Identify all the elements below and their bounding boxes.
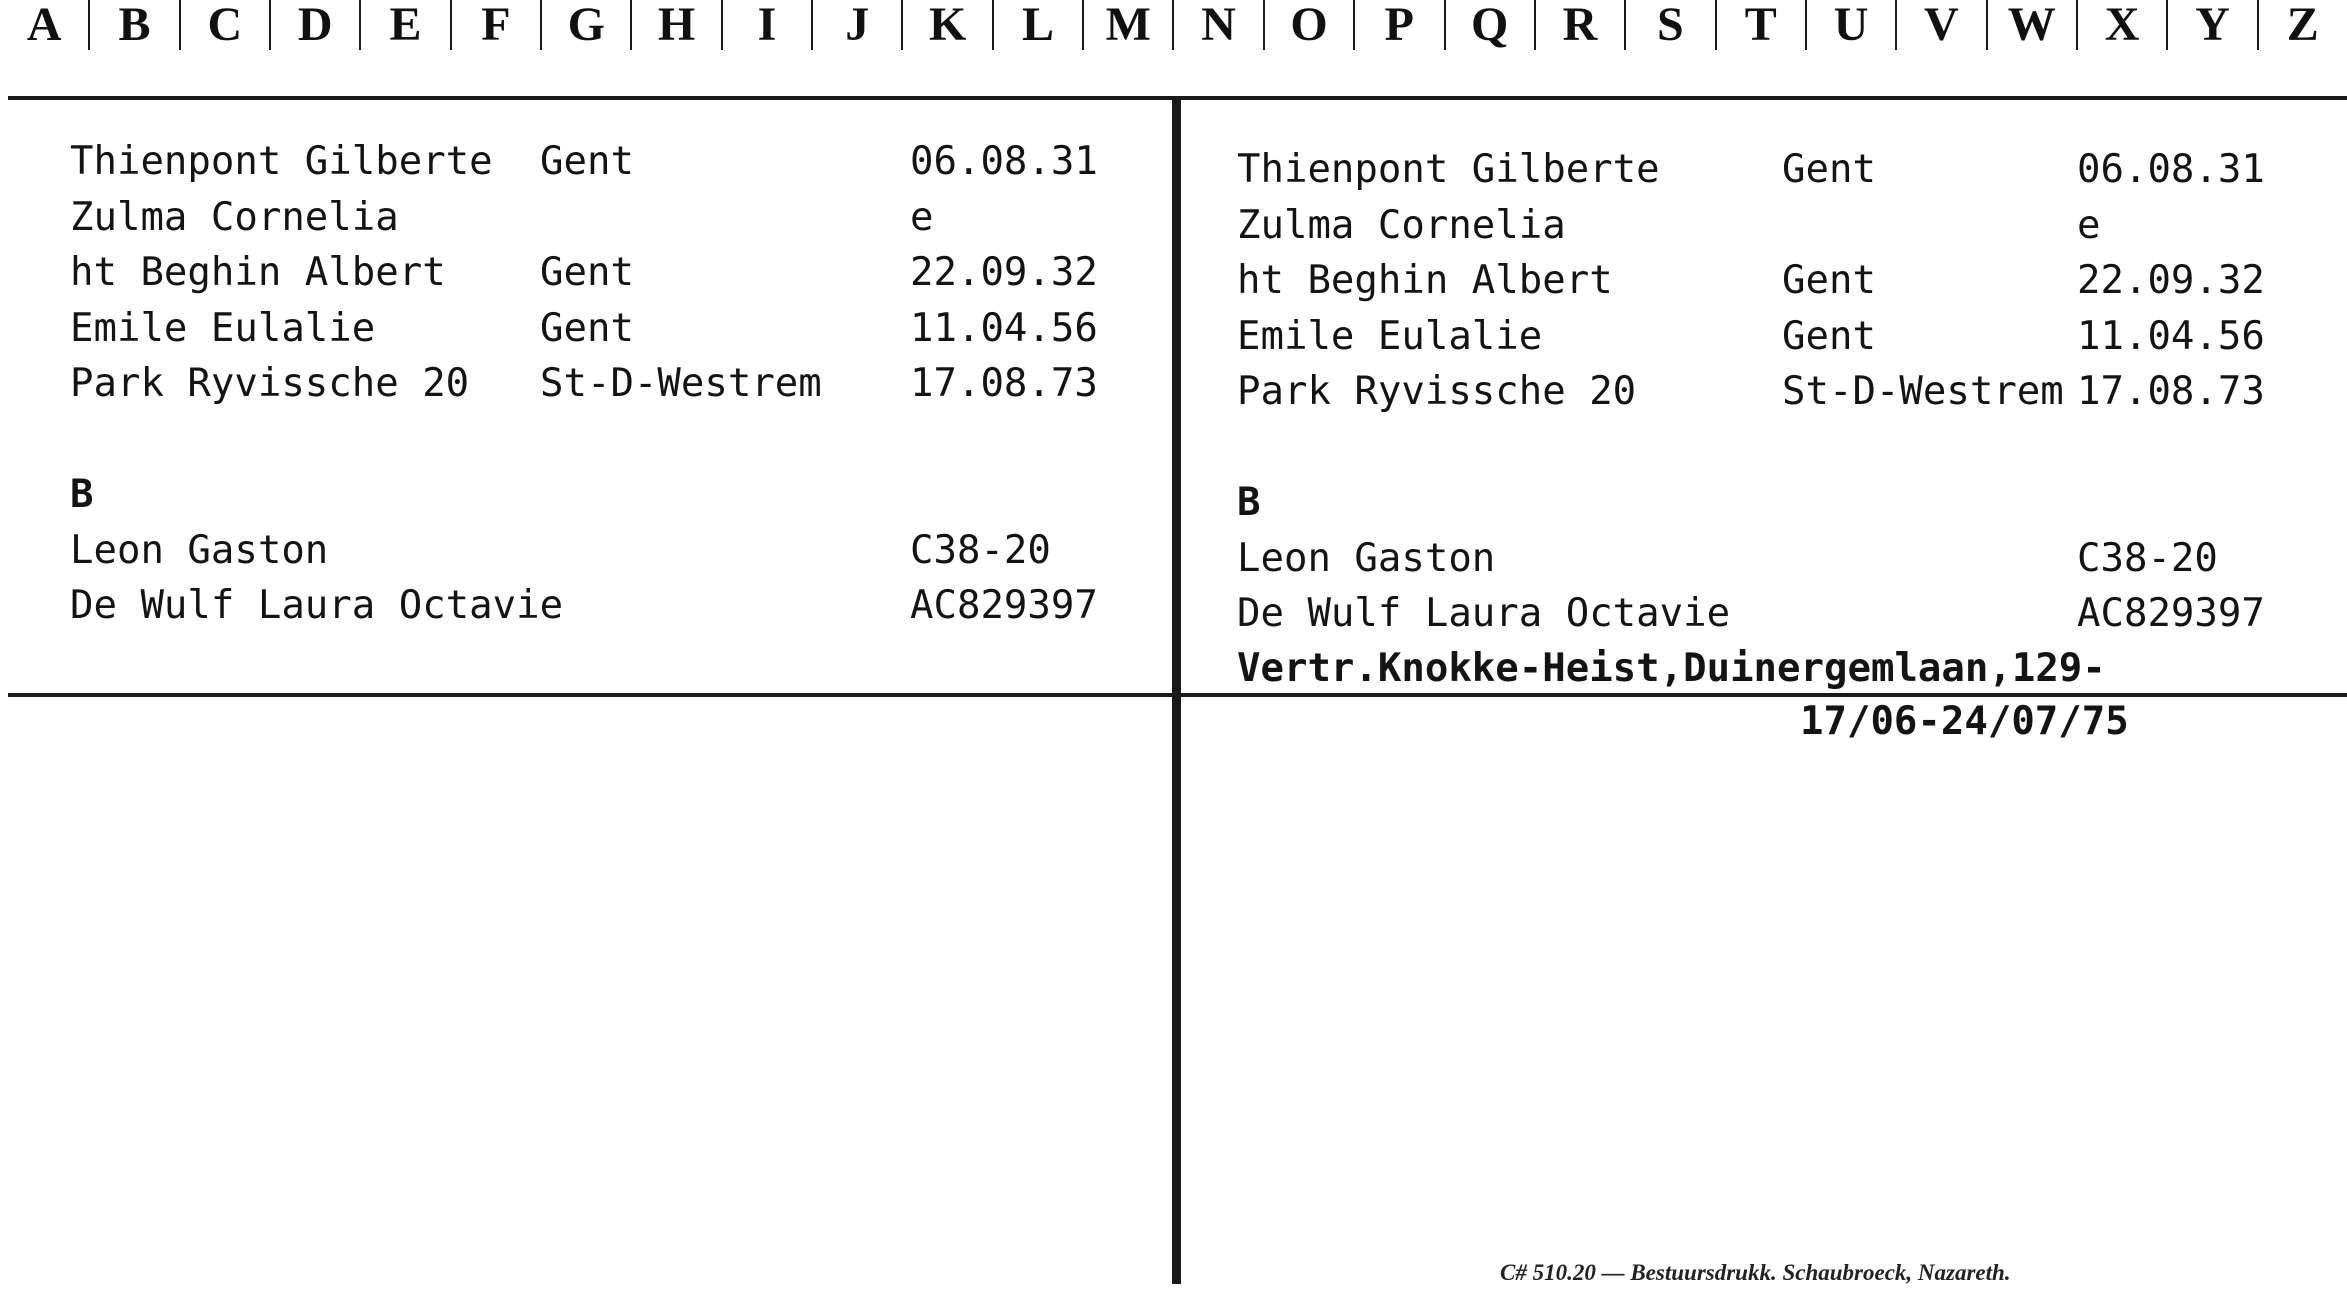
alphabet-letter: O [1265, 0, 1355, 50]
record-name: B [1237, 480, 1261, 525]
record-row [1237, 368, 2297, 424]
record-date: 06.08.31 [910, 139, 1098, 184]
record-name: Zulma Cornelia [70, 195, 399, 240]
alphabet-letter: G [542, 0, 632, 50]
record-row [1237, 202, 2297, 258]
record-place: Gent [540, 250, 634, 295]
record-date: e [2077, 203, 2101, 248]
center-divider [1172, 98, 1181, 1284]
record-place: Gent [1782, 258, 1876, 303]
record-name: Leon Gaston [70, 528, 329, 573]
record-date: AC829397 [910, 583, 1098, 628]
record-row [70, 138, 1130, 194]
record-date: e [910, 195, 934, 240]
record-row [70, 249, 1130, 305]
printer-imprint: C# 510.20 — Bestuursdrukk. Schaubroeck, Nazareth. [1500, 1260, 2011, 1285]
alphabet-letter: Z [2286, 0, 2319, 51]
alphabet-letter: Y [2168, 0, 2258, 50]
record-name: B [70, 472, 94, 517]
record-name: De Wulf Laura Octavie [70, 583, 564, 628]
record-date: 22.09.32 [2077, 258, 2265, 303]
alphabet-letter: I [723, 0, 813, 50]
record-date: 22.09.32 [910, 250, 1098, 295]
alphabet-letter: S [1626, 0, 1716, 50]
record-date: 06.08.31 [2077, 147, 2265, 192]
record-name: Emile Eulalie [1237, 314, 1543, 359]
record-row [1237, 535, 2297, 591]
alphabet-letter: F [452, 0, 542, 50]
record-name: Thienpont Gilberte [1237, 147, 1660, 192]
alphabet-letter: H [632, 0, 722, 50]
record-place: Gent [1782, 147, 1876, 192]
alphabet-letter: C [181, 0, 271, 50]
alphabet-letter: L [994, 0, 1084, 50]
record-date: 11.04.56 [2077, 314, 2265, 359]
record-place: Gent [1782, 314, 1876, 359]
record-date: C38-20 [2077, 536, 2218, 581]
transfer-dates: 17/06-24/07/75 [1800, 699, 2129, 744]
record-row [1237, 424, 2297, 480]
alphabet-letter: Q [1446, 0, 1536, 50]
record-name: De Wulf Laura Octavie [1237, 591, 1731, 636]
alphabet-letter: U [1807, 0, 1897, 50]
record-date: AC829397 [2077, 591, 2265, 636]
right-record-panel [1237, 146, 2297, 666]
alphabet-letter: X [2078, 0, 2168, 50]
record-row [70, 471, 1130, 527]
alphabet-letter: V [1897, 0, 1987, 50]
record-name: Zulma Cornelia [1237, 203, 1566, 248]
alphabet-letter: K [903, 0, 993, 50]
record-date: 11.04.56 [910, 306, 1098, 351]
record-place: St-D-Westrem [540, 361, 822, 406]
alphabet-letter: J [813, 0, 903, 50]
record-row [70, 194, 1130, 250]
record-row [70, 582, 1130, 638]
record-place: Gent [540, 306, 634, 351]
record-row [1237, 313, 2297, 369]
alphabet-letter: D [271, 0, 361, 50]
record-row [1237, 146, 2297, 202]
record-row [70, 416, 1130, 472]
record-date: C38-20 [910, 528, 1051, 573]
record-place: Gent [540, 139, 634, 184]
record-name: Leon Gaston [1237, 536, 1496, 581]
alphabet-letter: N [1174, 0, 1264, 50]
alphabet-letter: W [1988, 0, 2078, 50]
record-date: 17.08.73 [2077, 369, 2265, 414]
alphabet-letter: E [361, 0, 451, 50]
record-row [1237, 257, 2297, 313]
record-name: Emile Eulalie [70, 306, 376, 351]
transfer-note: Vertr.Knokke-Heist,Duinergemlaan,129- [1237, 646, 2106, 691]
record-row [1237, 590, 2297, 646]
record-row [70, 305, 1130, 361]
alphabet-letter: A [0, 0, 90, 50]
record-name: ht Beghin Albert [70, 250, 446, 295]
record-date: 17.08.73 [910, 361, 1098, 406]
alphabet-letter: P [1355, 0, 1445, 50]
alphabet-letter: T [1717, 0, 1807, 50]
alphabet-index-bar [0, 0, 2347, 50]
record-row [70, 360, 1130, 416]
record-name: Park Ryvissche 20 [70, 361, 470, 406]
alphabet-letter: B [90, 0, 180, 50]
record-name: Thienpont Gilberte [70, 139, 493, 184]
record-name: Park Ryvissche 20 [1237, 369, 1637, 414]
record-row [1237, 479, 2297, 535]
record-row [70, 527, 1130, 583]
record-name: ht Beghin Albert [1237, 258, 1613, 303]
record-place: St-D-Westrem [1782, 369, 2064, 414]
alphabet-letter: M [1084, 0, 1174, 50]
left-record-panel [70, 138, 1130, 658]
alphabet-letter: R [1536, 0, 1626, 50]
